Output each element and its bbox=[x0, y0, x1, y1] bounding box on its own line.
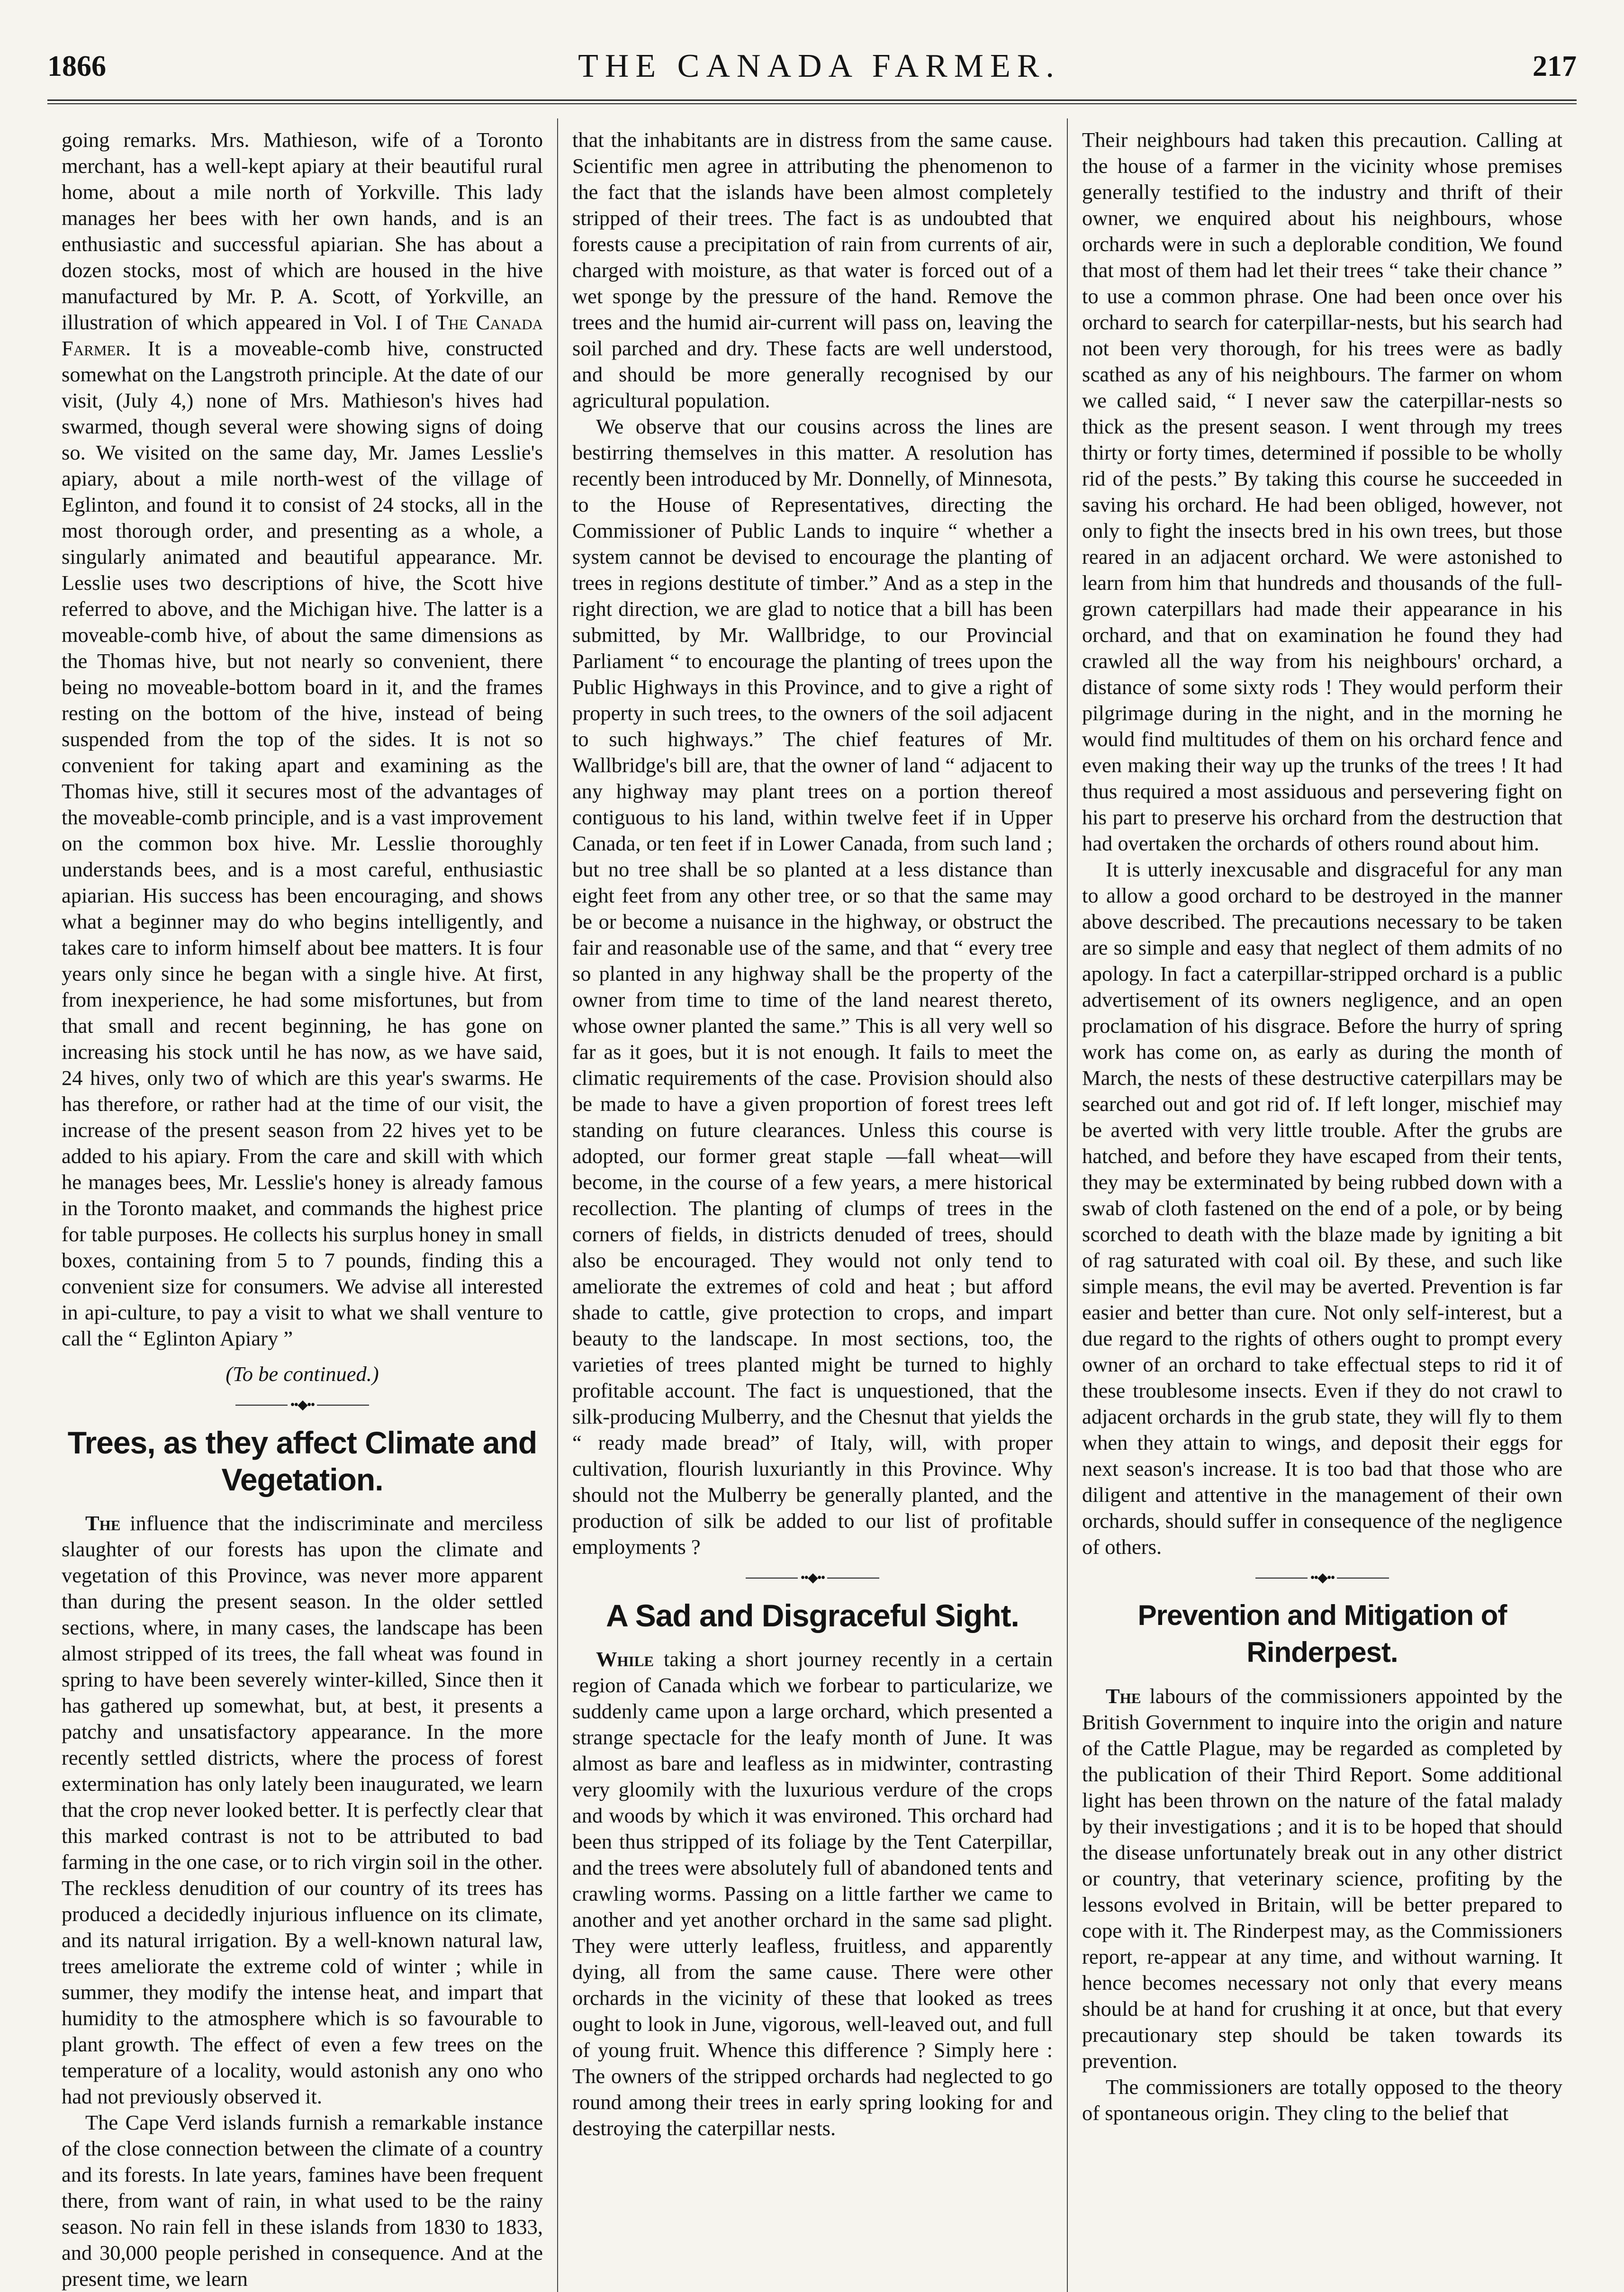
divider-line bbox=[1255, 1578, 1308, 1579]
article-columns bbox=[47, 118, 1577, 2291]
page-number: 217 bbox=[1532, 50, 1577, 82]
article-paragraph bbox=[62, 1510, 543, 2110]
divider-line bbox=[827, 1578, 879, 1579]
paragraph-text: going remarks. Mrs. Mathieson, wife of a Toronto merchant, has a well-kept apiary at their beautiful rural home, about a mile north of Yorkville. This lady manages her bees with her own hands, and is an enthusiastic and successful apiarian. She has about a dozen stocks, most of which are housed in the hive manufactured by Mr. P. A. Scott, of Yorkville, an illustration of which appeared in Vol. I of bbox=[62, 128, 543, 334]
article-paragraph bbox=[62, 127, 543, 1352]
article-paragraph: The Cape Verd islands furnish a remarkable instance of the close connection between the climate of a country and its forests. In late years, famines have been frequent there, from want of rain, in what used to be the rainy season. No rain fell in these islands from 1830 to 1833, and 30,000 people perished in consequence. And at the present time, we learn bbox=[62, 2111, 543, 2291]
headline-sad-sight: A Sad and Disgraceful Sight. bbox=[606, 1598, 1019, 1633]
divider-ornament-icon: ••◆•• bbox=[1310, 1570, 1335, 1585]
to-be-continued-note: (To be continued.) bbox=[226, 1362, 379, 1386]
divider-ornament-icon: ••◆•• bbox=[290, 1398, 315, 1412]
article-paragraph: Their neighbours had taken this precaution. Calling at the house of a farmer in the vicinity whose premises generally testified to the industry and thrift of their owner, we enquired about his neighbours, whose orchards were in such a deplorable condition, We found that most of them had let their trees “ take their chance ” to use a common phrase. One had been once over his orchard to search for caterpillar-nests, but his search had not been very thorough, for his trees were as badly scathed as any of his neighbours. The farmer on whom we called said, “ I never saw the caterpillar-nests so thick as the present season. I went through my trees thirty or forty times, determined if possible to be wholly rid of the pests.” By taking this course he succeeded in saving his orchard. He had been obliged, however, not only to fight the insects bred in his own trees, but those reared in an adjacent orchard. We were astonished to learn from him that hundreds and thousands of the full-grown caterpillars had made their appearance in his orchard, and that on examination he found they had crawled all the way from his neighbours' orchard, a distance of some sixty rods ! They would perform their pilgrimage during in the night, and in the morning he would find multitudes of them on his orchard fence and even making their way up the trunks of the trees ! It had thus required a most assiduous and persevering fight on his part to preserve his orchard from the destruction that had overtaken the orchards of others round about him. bbox=[1082, 128, 1562, 855]
masthead bbox=[47, 47, 1577, 101]
article-paragraph: The commissioners are totally opposed to the theory of spontaneous origin. They cling to the belief that bbox=[1082, 2075, 1562, 2125]
section-divider bbox=[572, 1572, 1053, 1584]
masthead-rule bbox=[47, 103, 1577, 104]
paragraph-text: It is a moveable-comb hive, constructed somewhat on the Langstroth principle. At the date of our visit, (July 4,) none of Mrs. Mathieson's hives had swarmed, though several were showing signs of doing so. We visited on the same day, Mr. James Lesslie's apiary, about a mile north-west of the village of Eglinton, and found it to consist of 24 stocks, all in the most thorough order, and presenting as a whole, a singularly animated and beautiful appearance. Mr. Lesslie uses two descriptions of hive, the Scott hive referred to above, and the Michigan hive. The latter is a moveable-comb hive, of about the same dimensions as the Thomas hive, but not nearly so convenient, there being no moveable-bottom board in it, and the frames resting on the bottom of the hive, instead of being suspended from the top of the sides. It is not so convenient for taking apart and examining as the Thomas hive, still it secures most of the advantages of the moveable-comb principle, and is a vast improvement on the common box hive. Mr. Lesslie thoroughly understands bees, and is a most careful, enthusiastic apiarian. His success has been encouraging, and shows what a beginner may do who begins intelligently, and takes care to inform himself about bee matters. It is four years only since he began with a single hive. At first, from inexperience, he had some misfortunes, but from that small and recent beginning, he has gone on increasing his stock until he has now, as we have said, 24 hives, only two of which are this year's swarms. He has therefore, or rather had at the time of our visit, the increase of the present season from 22 hives yet to be added to his apiary. From the care and skill with which he manages bees, Mr. Lesslie's honey is already famous in the Toronto maaket, and commands the highest price for table purposes. He collects his surplus honey in small boxes, containing from 5 to 7 pounds, finding this a convenient size for consumers. We advise all interested in api-culture, to pay a visit to what we shall venture to call the “ Eglinton Apiary ” bbox=[62, 336, 543, 1350]
section-divider bbox=[62, 1399, 543, 1411]
paragraph-text: labours of the commissioners appointed by the British Government to inquire into the origin and nature of the Cattle Plague, may be regarded as completed by the publication of their Third Report. Some additional light has been thrown on the nature of the fatal malady by their investigations ; and it is to be hoped that should the disease unfortunately break out in any other district or country, that veterinary science, profiting by the lessons evolved in Britain, will be better prepared to cope with it. The Rinderpest may, as the Commissioners report, re-appear at any time, and without warning. It hence becomes necessary not only that every means should be at hand for crushing it at once, but that every precautionary step should be taken towards its prevention. bbox=[1082, 1684, 1562, 2073]
article-paragraph: We observe that our cousins across the lines are bestirring themselves in this matter. A resolution has recently been introduced by Mr. Donnelly, of Minnesota, to the House of Representatives, directing the Commissioner of Public Lands to inquire “ whether a system cannot be devised to encourage the planting of trees in regions destitute of timber.” And as a step in the right direction, we are glad to notice that a bill has been submitted, by Mr. Wallbridge, to our Provincial Parliament “ to encourage the planting of trees upon the Public Highways in this Province, and to give a right of property in such trees, to the owners of the soil adjacent to such highways.” The chief features of Mr. Wallbridge's bill are, that the owner of land “ adjacent to any highway may plant trees on a portion thereof contiguous to his land, within twelve feet if in Upper Canada, or ten feet if in Lower Canada, from such land ; but no tree shall be so planted at a less distance than eight feet from any other tree, or so that the same may be or become a nuisance in the highway, or obstruct the fair and reasonable use of the same, and that “ every tree so planted in any highway shall be the property of the owner from time to time of the land nearest thereto, whose owner planted the same.” This is all very well so far as it goes, but it is not enough. It fails to meet the climatic requirements of the case. Provision should also be made to have a given proportion of forest trees left standing on future clearances. Unless this course is adopted, our former great staple —fall wheat—will become, in the course of a few years, a mere historical recollection. The planting of clumps of trees in the corners of fields, in districts denuded of trees, should also be encouraged. They would not only tend to ameliorate the extremes of cold and heat ; but afford shade to cattle, give protection to crops, and impart beauty to the landscape. In most sections, too, the varieties of trees planted might be turned to highly profitable account. The fact is unquestioned, that the silk-producing Mulberry, and the Chesnut that yields the “ ready made bread” of Italy, will, with proper cultivation, flourish luxuriantly in this Province. Why should not the Mulberry be generally planted, and the production of silk be added to our list of profitable employments ? bbox=[572, 415, 1053, 1559]
lead-word: The bbox=[1106, 1684, 1141, 1708]
divider-ornament-icon: ••◆•• bbox=[800, 1570, 825, 1585]
paragraph-text: influence that the indiscriminate and merciless slaughter of our forests has upon the climate and vegetation of this Province, was never more apparent than during the present season. In the older settled sections, where, in many cases, the landscape has been almost stripped of its trees, the fall wheat was found in spring to have been severely winter-killed, Since then it has gathered up somewhat, but, at best, it presents a patchy and unsatisfactory appearance. In the more recently settled districts, where the process of forest extermination has only lately been inaugurated, we learn that the crop never looked better. It is perfectly clear that this marked contrast is not to be attributed to bad farming in the one case, or to rich virgin soil in the other. The reckless denudition of our country of its trees has produced a decidedly injurious influence on its climate, and its natural irrigation. By a well-known natural law, trees ameliorate the extreme cold of winter ; while in summer, they modify the intense heat, and impart that humidity to the atmosphere which is so favourable to plant growth. The effect of even a few trees on the temperature of a locality, would astonish any ono who had not previously observed it. bbox=[62, 1511, 543, 2108]
divider-line bbox=[1337, 1578, 1389, 1579]
article-paragraph bbox=[572, 1646, 1053, 2141]
lead-word: The bbox=[85, 1511, 121, 1535]
divider-line bbox=[746, 1578, 798, 1579]
column-2 bbox=[557, 118, 1067, 2292]
column-1 bbox=[47, 118, 557, 2292]
publication-name: The Canada Farmer. bbox=[62, 310, 543, 360]
lead-word: While bbox=[596, 1647, 654, 1671]
article-paragraph bbox=[1082, 1683, 1562, 2074]
article-paragraph: It is utterly inexcusable and disgraceful for any man to allow a good orchard to be destroyed in the manner above described. The precautions necessary to be taken are so simple and easy that neglect of them admits of no apology. In fact a caterpillar-stripped orchard is a public advertisement of its owners negligence, and an open proclamation of his disgrace. Before the hurry of spring work has come on, as early as during the month of March, the nests of these destructive caterpillars may be searched out and got rid of. If left longer, mischief may be averted with very little trouble. After the grubs are hatched, and before they have escaped from their tents, they may be exterminated by being rubbed down with a swab of cloth fastened on the end of a pole, or by being scorched to death with the blaze made by igniting a bit of rag saturated with coal oil. By these, and such like simple means, the evil may be averted. Prevention is far easier and better than cure. Not only self-interest, but a due regard to the rights of others ought to prompt every owner of an orchard to take effectual steps to rid it of these troublesome insects. Even if they do not crawl to adjacent orchards in the grub state, they will fly to them when they attain to wings, and deposit their eggs for next season's increase. It is too bad that those who are diligent and attentive in the management of their own orchards, should suffer in consequence of the negligence of others. bbox=[1082, 857, 1562, 1559]
column-3 bbox=[1067, 118, 1577, 2292]
article-paragraph: that the inhabitants are in distress from the same cause. Scientific men agree in attributing the phenomenon to the fact that the islands have been almost completely stripped of their trees. The fact is as undoubted that forests cause a precipitation of rain from currents of air, charged with moisture, as that water is forced out of a wet sponge by the pressure of the hand. Remove the trees and the humid air-current will pass on, leaving the soil parched and dry. These facts are well understood, and should be more generally recognised by our agricultural population. bbox=[572, 128, 1053, 412]
issue-year: 1866 bbox=[47, 50, 106, 82]
paragraph-text: taking a short journey recently in a certain region of Canada which we forbear to particularize, we suddenly came upon a large orchard, which presented a strange spectacle for the leafy month of June. It was almost as bare and leafless as in midwinter, contrasting very gloomily with the luxurious verdure of the crops and woods by which it was environed. This orchard had been thus stripped of its foliage by the Tent Caterpillar, and the trees were absolutely full of abandoned tents and crawling worms. Passing on a little farther we came to another and yet another orchard in the same sad plight. They were utterly leafless, fruitless, and apparently dying, all from the same cause. There were other orchards in the vicinity of these that looked as trees ought to look in June, vigorous, well-leaved out, and full of young fruit. Whence this difference ? Simply here : The owners of the stripped orchards had neglected to go round among their trees in early spring looking for and destroying the caterpillar nests. bbox=[572, 1647, 1053, 2140]
headline-rinderpest: Prevention and Mitigation of Rinderpest. bbox=[1137, 1599, 1507, 1668]
section-divider bbox=[1082, 1572, 1562, 1584]
headline-trees-climate: Trees, as they affect Climate and Vegetation. bbox=[67, 1425, 537, 1497]
newspaper-title: THE CANADA FARMER. bbox=[578, 48, 1061, 84]
divider-line bbox=[317, 1405, 369, 1406]
divider-line bbox=[235, 1405, 288, 1406]
